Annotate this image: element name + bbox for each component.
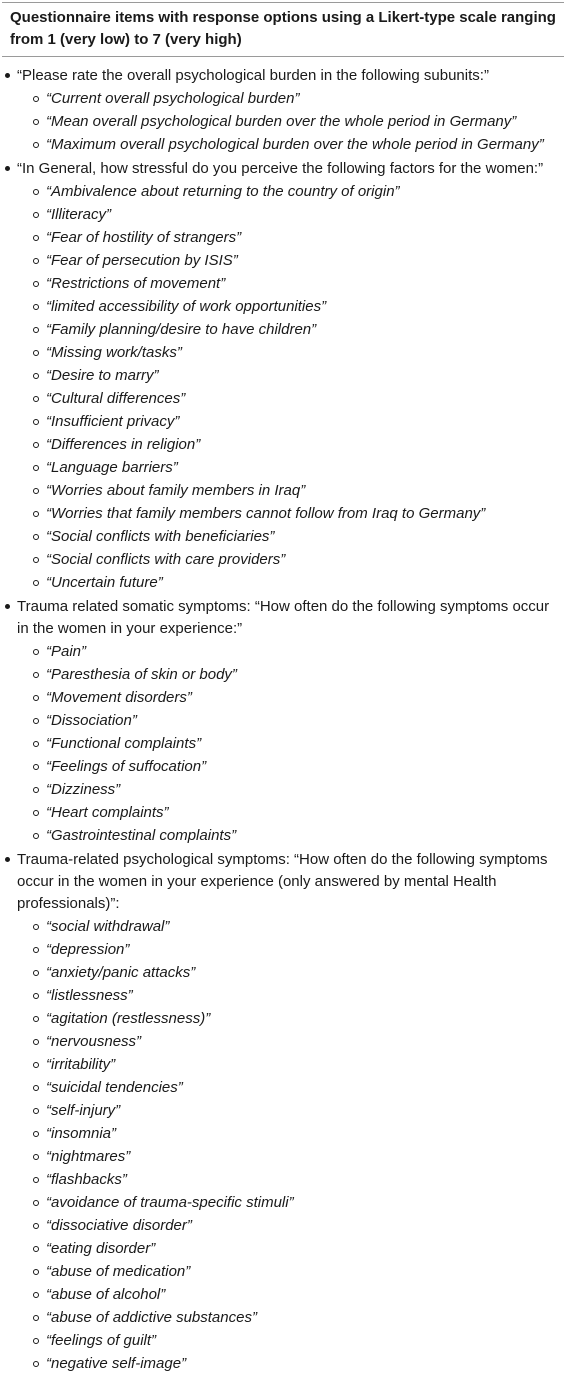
table-body: [0, 57, 566, 1375]
list-item-text: “Dissociation”: [46, 712, 137, 729]
list-item: [0, 502, 566, 525]
list-item: [0, 709, 566, 732]
circle-bullet-icon: [33, 119, 39, 125]
list-item: [0, 272, 566, 295]
item-list: [0, 87, 566, 156]
list-item: [0, 180, 566, 203]
circle-bullet-icon: [33, 373, 39, 379]
circle-bullet-icon: [33, 695, 39, 701]
circle-bullet-icon: [33, 189, 39, 195]
circle-bullet-icon: [33, 1246, 39, 1252]
circle-bullet-icon: [33, 465, 39, 471]
list-item: [0, 1260, 566, 1283]
section-heading-text: “Please rate the overall psychological burden in the following subunits:”: [17, 67, 489, 84]
question-section: [0, 847, 566, 1375]
list-item: [0, 1099, 566, 1122]
list-item-text: “feelings of guilt”: [46, 1332, 157, 1349]
circle-bullet-icon: [33, 924, 39, 930]
list-item-text: “Missing work/tasks”: [46, 344, 182, 361]
question-section: [0, 156, 566, 594]
list-item: [0, 778, 566, 801]
list-item-text: “eating disorder”: [46, 1240, 156, 1257]
circle-bullet-icon: [33, 1016, 39, 1022]
list-item-text: “listlessness”: [46, 987, 133, 1004]
list-item: [0, 755, 566, 778]
circle-bullet-icon: [33, 580, 39, 586]
circle-bullet-icon: [33, 1315, 39, 1321]
list-item: [0, 686, 566, 709]
bullet-icon: [5, 73, 10, 78]
list-item: [0, 938, 566, 961]
list-item-text: “insomnia”: [46, 1125, 117, 1142]
questionnaire-table: [0, 2, 566, 1375]
circle-bullet-icon: [33, 419, 39, 425]
list-item-text: “Worries that family members cannot follow from Iraq to Germany”: [46, 505, 486, 522]
list-item: [0, 1145, 566, 1168]
list-item: [0, 1306, 566, 1329]
list-item: [0, 1168, 566, 1191]
list-item-text: “Desire to marry”: [46, 367, 159, 384]
list-item-text: “Illiteracy”: [46, 206, 112, 223]
section-heading-text: Trauma related somatic symptoms: “How often do the following symptoms occur in the women in your experience:”: [17, 598, 550, 637]
circle-bullet-icon: [33, 511, 39, 517]
list-item-text: “abuse of alcohol”: [46, 1286, 166, 1303]
list-item: [0, 133, 566, 156]
list-item-text: “Fear of persecution by ISIS”: [46, 252, 238, 269]
list-item-text: “avoidance of trauma-specific stimuli”: [46, 1194, 294, 1211]
circle-bullet-icon: [33, 327, 39, 333]
list-item: [0, 87, 566, 110]
question-section: [0, 63, 566, 156]
circle-bullet-icon: [33, 212, 39, 218]
list-item: [0, 1030, 566, 1053]
circle-bullet-icon: [33, 1361, 39, 1367]
circle-bullet-icon: [33, 1039, 39, 1045]
list-item: [0, 548, 566, 571]
list-item: [0, 364, 566, 387]
list-item: [0, 479, 566, 502]
circle-bullet-icon: [33, 1223, 39, 1229]
list-item: [0, 226, 566, 249]
list-item-text: “Language barriers”: [46, 459, 178, 476]
list-item-text: “nightmares”: [46, 1148, 131, 1165]
list-item: [0, 433, 566, 456]
list-item-text: “Cultural differences”: [46, 390, 186, 407]
section-heading: [0, 847, 566, 915]
item-list: [0, 640, 566, 847]
circle-bullet-icon: [33, 304, 39, 310]
circle-bullet-icon: [33, 396, 39, 402]
table-header: Questionnaire items with response options using a Likert-type scale ranging from 1 (very low) to 7 (very high): [10, 9, 556, 48]
list-item-text: “Heart complaints”: [46, 804, 169, 821]
list-item: [0, 663, 566, 686]
list-item-text: “Social conflicts with care providers”: [46, 551, 286, 568]
list-item: [0, 249, 566, 272]
circle-bullet-icon: [33, 1108, 39, 1114]
list-item: [0, 915, 566, 938]
list-item: [0, 295, 566, 318]
list-item: [0, 525, 566, 548]
circle-bullet-icon: [33, 993, 39, 999]
circle-bullet-icon: [33, 96, 39, 102]
bullet-icon: [5, 604, 10, 609]
list-item-text: “Paresthesia of skin or body”: [46, 666, 237, 683]
circle-bullet-icon: [33, 1154, 39, 1160]
circle-bullet-icon: [33, 672, 39, 678]
circle-bullet-icon: [33, 488, 39, 494]
bullet-icon: [5, 166, 10, 171]
list-item: [0, 640, 566, 663]
list-item-text: “limited accessibility of work opportunities”: [46, 298, 327, 315]
list-item: [0, 341, 566, 364]
list-item-text: “Worries about family members in Iraq”: [46, 482, 306, 499]
list-item-text: “Differences in religion”: [46, 436, 201, 453]
list-item-text: “Family planning/desire to have children”: [46, 321, 317, 338]
list-item-text: “Restrictions of movement”: [46, 275, 226, 292]
circle-bullet-icon: [33, 350, 39, 356]
list-item: [0, 1237, 566, 1260]
circle-bullet-icon: [33, 1269, 39, 1275]
circle-bullet-icon: [33, 649, 39, 655]
list-item: [0, 571, 566, 594]
circle-bullet-icon: [33, 833, 39, 839]
list-item: [0, 1214, 566, 1237]
item-list: [0, 180, 566, 594]
circle-bullet-icon: [33, 810, 39, 816]
circle-bullet-icon: [33, 741, 39, 747]
list-item-text: “nervousness”: [46, 1033, 142, 1050]
list-item-text: “Feelings of suffocation”: [46, 758, 207, 775]
list-item-text: “Gastrointestinal complaints”: [46, 827, 237, 844]
section-heading-text: Trauma-related psychological symptoms: “How often do the following symptoms occur in the women in your experience (only answered by mental Health professionals)”:: [17, 851, 548, 912]
list-item: [0, 824, 566, 847]
list-item-text: “self-injury”: [46, 1102, 121, 1119]
list-item: [0, 410, 566, 433]
item-list: [0, 915, 566, 1375]
list-item-text: “suicidal tendencies”: [46, 1079, 183, 1096]
circle-bullet-icon: [33, 1338, 39, 1344]
list-item-text: “dissociative disorder”: [46, 1217, 192, 1234]
list-item: [0, 1329, 566, 1352]
list-item-text: “Dizziness”: [46, 781, 121, 798]
list-item: [0, 1122, 566, 1145]
list-item: [0, 456, 566, 479]
list-item-text: “anxiety/panic attacks”: [46, 964, 196, 981]
circle-bullet-icon: [33, 1177, 39, 1183]
circle-bullet-icon: [33, 787, 39, 793]
list-item-text: “Functional complaints”: [46, 735, 202, 752]
circle-bullet-icon: [33, 142, 39, 148]
list-item: [0, 961, 566, 984]
circle-bullet-icon: [33, 718, 39, 724]
circle-bullet-icon: [33, 534, 39, 540]
list-item-text: “social withdrawal”: [46, 918, 170, 935]
list-item-text: “Ambivalence about returning to the country of origin”: [46, 183, 400, 200]
list-item-text: “Pain”: [46, 643, 87, 660]
circle-bullet-icon: [33, 947, 39, 953]
list-item: [0, 984, 566, 1007]
list-item-text: “depression”: [46, 941, 130, 958]
list-item: [0, 387, 566, 410]
question-section: [0, 594, 566, 847]
list-item: [0, 110, 566, 133]
bullet-icon: [5, 857, 10, 862]
section-heading: [0, 156, 566, 180]
list-item: [0, 1191, 566, 1214]
circle-bullet-icon: [33, 1131, 39, 1137]
list-item: [0, 1076, 566, 1099]
list-item: [0, 1352, 566, 1375]
circle-bullet-icon: [33, 557, 39, 563]
list-item-text: “negative self-image”: [46, 1355, 187, 1372]
list-item: [0, 1283, 566, 1306]
circle-bullet-icon: [33, 1292, 39, 1298]
list-item-text: “Fear of hostility of strangers”: [46, 229, 242, 246]
list-item: [0, 203, 566, 226]
list-item-text: “Social conflicts with beneficiaries”: [46, 528, 275, 545]
list-item-text: “Movement disorders”: [46, 689, 192, 706]
list-item-text: “agitation (restlessness)”: [46, 1010, 211, 1027]
section-heading-text: “In General, how stressful do you perceive the following factors for the women:”: [17, 160, 544, 177]
circle-bullet-icon: [33, 281, 39, 287]
list-item-text: “Maximum overall psychological burden over the whole period in Germany”: [46, 136, 544, 153]
circle-bullet-icon: [33, 1062, 39, 1068]
list-item-text: “Current overall psychological burden”: [46, 90, 300, 107]
circle-bullet-icon: [33, 1200, 39, 1206]
circle-bullet-icon: [33, 1085, 39, 1091]
list-item-text: “irritability”: [46, 1056, 116, 1073]
list-item-text: “abuse of addictive substances”: [46, 1309, 257, 1326]
circle-bullet-icon: [33, 258, 39, 264]
list-item-text: “Insufficient privacy”: [46, 413, 180, 430]
list-item: [0, 732, 566, 755]
circle-bullet-icon: [33, 442, 39, 448]
section-heading: [0, 63, 566, 87]
list-item-text: “Mean overall psychological burden over the whole period in Germany”: [46, 113, 517, 130]
circle-bullet-icon: [33, 235, 39, 241]
list-item: [0, 801, 566, 824]
list-item-text: “Uncertain future”: [46, 574, 163, 591]
list-item: [0, 1053, 566, 1076]
circle-bullet-icon: [33, 970, 39, 976]
circle-bullet-icon: [33, 764, 39, 770]
list-item: [0, 1007, 566, 1030]
list-item: [0, 318, 566, 341]
list-item-text: “flashbacks”: [46, 1171, 127, 1188]
list-item-text: “abuse of medication”: [46, 1263, 191, 1280]
section-heading: [0, 594, 566, 640]
